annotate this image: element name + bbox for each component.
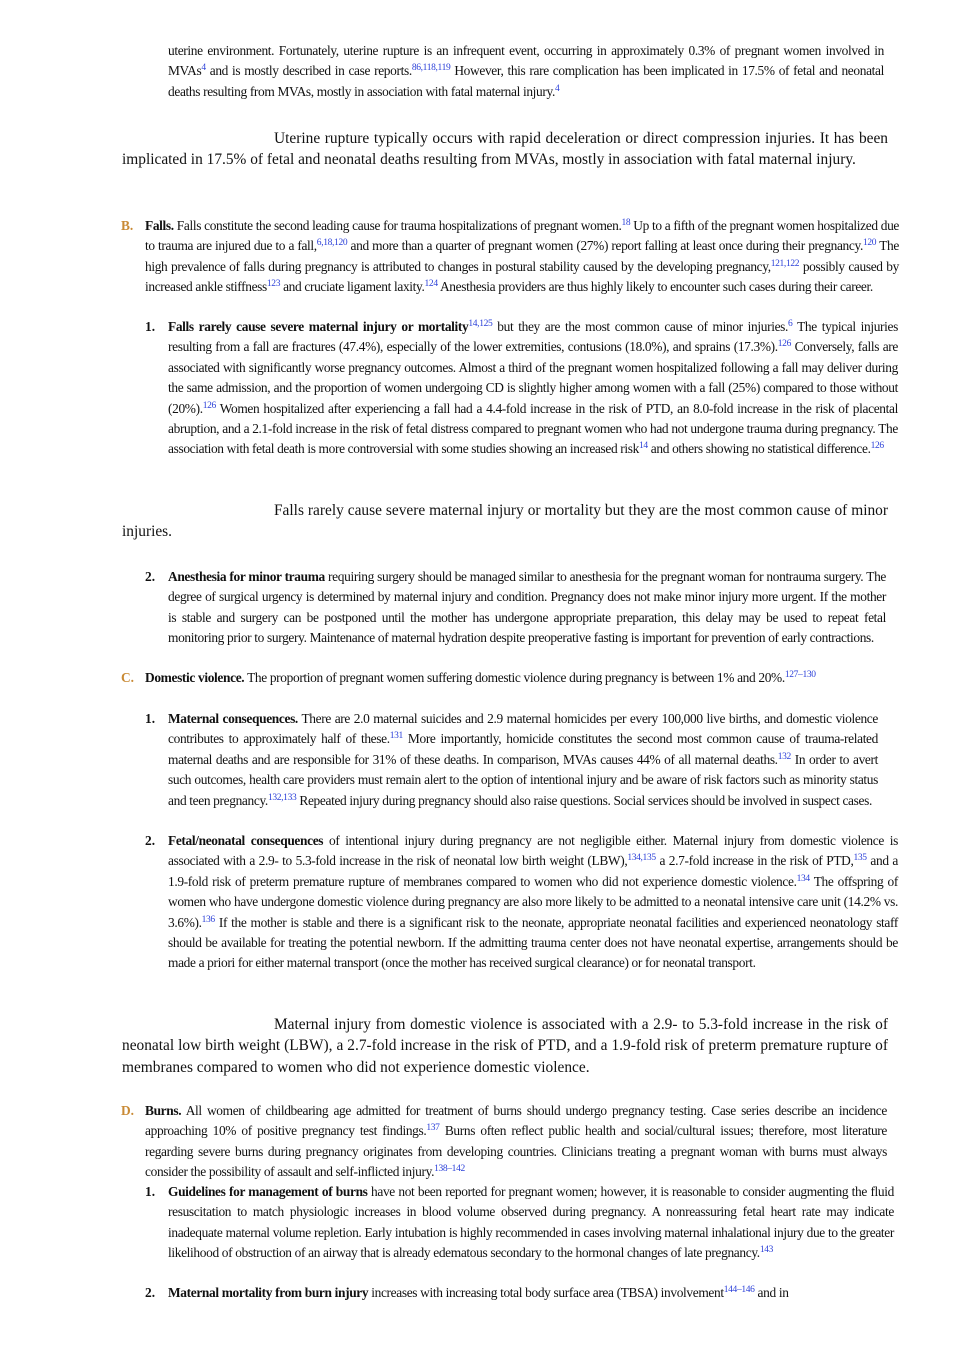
- body-text: In order to avert such outcomes, health care providers must remain alert to the option of intentional injury and be aware of risk factors such as minority status and teen pregnancy.: [168, 751, 878, 808]
- citation[interactable]: 120: [862, 238, 877, 249]
- citation[interactable]: 127–130: [784, 670, 816, 680]
- citation[interactable]: 132,133: [267, 792, 297, 803]
- citation[interactable]: 136: [201, 914, 215, 925]
- body-text: requiring surgery should be managed similar to anesthesia for the pregnant woman for nontrauma surgery. The degree of surgical urgency is determined by maternal injury and condition. Pregnancy does not make minor injury more urgent. If the mother is stable and surgery can be postponed until the mother has undergone appropriate preparation, this delay may be used to repeat fetal monitoring prior to surgery. Maintenance of maternal hydration despite preoperative fasting is important for prevention of early contractions.: [168, 569, 887, 646]
- list-number: 2.: [145, 569, 156, 584]
- body-text: The typical injuries resulting from a fall are fractures (47.4%), especially of the lower extremities, contusions (18.0%), and sprains (17.3%).: [168, 319, 898, 355]
- citation[interactable]: 138–142: [434, 1164, 465, 1175]
- body-text: All women of childbearing age admitted for treatment of burns should undergo pregnancy testing. Case series describe an incidence approaching 10% of positive pregnancy test findings.: [145, 1103, 887, 1139]
- body-text: Repeated injury during pregnancy should also raise questions. Social services should be involved in suspect cases.: [296, 792, 872, 808]
- section-b-paragraph: [145, 216, 899, 298]
- citation[interactable]: 18: [621, 218, 631, 228]
- citation[interactable]: 14: [639, 441, 648, 452]
- citation[interactable]: 144–146: [723, 1285, 755, 1295]
- section-label: B.: [121, 218, 134, 233]
- body-text: Falls constitute the second leading cause for trauma hospitalizations of pregnant women.: [173, 218, 622, 233]
- body-text: and a 1.9-fold risk of preterm premature rupture of membranes compared to women who did not experience domestic violence.: [168, 853, 899, 889]
- citation[interactable]: 123: [266, 279, 281, 290]
- citation[interactable]: 6,18,120: [316, 238, 348, 249]
- body-text: Women hospitalized after experiencing a fall had a 4.4-fold increase in the risk of PTD, an 8.0-fold increase in the risk of placental abruption, and a 2.1-fold increase in the risk of fetal distress compared to pregnant women who had not undergone trauma during pregnancy. The association with fetal death is more controversial with some studies showing an increased risk: [168, 400, 898, 457]
- citation[interactable]: 134,135: [627, 853, 656, 864]
- body-text: The proportion of pregnant women suffering domestic violence during pregnancy is between 1% and 20%.: [244, 670, 785, 685]
- body-text: and cruciate ligament laxity.: [280, 279, 425, 295]
- citation[interactable]: 143: [759, 1245, 774, 1256]
- list-number: 1.: [145, 1184, 156, 1199]
- body-text: Burns often reflect public health and social/cultural issues; therefore, most literature regarding severe burns during pregnancy originates from developing countries. Clinicians treating a pregnant woman with burns must always consider the possibility of assault and self-inflicted injury.: [145, 1123, 887, 1180]
- citation[interactable]: 124: [424, 279, 438, 290]
- list-item: [168, 567, 886, 649]
- list-number: 1.: [145, 319, 156, 334]
- body-text: The high prevalence of falls during pregnancy is attributed to changes in postural stability caused by the developing pregnancy,: [145, 238, 899, 274]
- item-title: Maternal consequences.: [168, 711, 298, 726]
- body-text: and in: [754, 1285, 789, 1300]
- item-title: Maternal mortality from burn injury: [168, 1285, 369, 1300]
- citation[interactable]: 14,125: [468, 319, 493, 329]
- citation[interactable]: 137: [426, 1123, 440, 1134]
- citation[interactable]: 126: [202, 400, 216, 411]
- body-text: possibly caused by increased ankle stiffness: [145, 258, 899, 295]
- list-item: [168, 831, 898, 974]
- pull-quote: Uterine rupture typically occurs with rapid deceleration or direct compression injuries. It has been implicated in 17.5% of fetal and neonatal deaths resulting from MVAs, mostly in association with fatal maternal injury.: [122, 130, 888, 169]
- citation[interactable]: 126: [870, 441, 884, 452]
- pull-quote: Falls rarely cause severe maternal injury or mortality but they are the most common cause of minor injuries.: [122, 502, 888, 541]
- citation[interactable]: 6: [788, 319, 793, 329]
- list-number: 1.: [145, 711, 156, 726]
- intro-text: uterine environment. Fortunately, uterine rupture is an infrequent event, occurring in approximately 0.3% of pregnant women involved in MVAs: [168, 43, 884, 79]
- pull-quote: Maternal injury from domestic violence is associated with a 2.9- to 5.3-fold increase in the risk of neonatal low birth weight (LBW), a 2.7-fold increase in the risk of PTD, and a 1.9-fold risk of preterm premature rupture of membranes compared to women who did not experience domestic violence.: [122, 1016, 888, 1076]
- citation[interactable]: 134: [796, 873, 810, 884]
- body-text: The offspring of women who have undergone domestic violence during pregnancy are also more likely to be admitted to a neonatal intensive care unit (14.2% vs. 3.6%).: [168, 873, 898, 930]
- citation[interactable]: 131: [389, 731, 403, 742]
- item-title: Falls rarely cause severe maternal injury or mortality: [168, 319, 469, 334]
- section-label: D.: [121, 1103, 135, 1118]
- body-text: Up to a fifth of the pregnant women hospitalized due to trauma are injured due to a fall,: [145, 218, 900, 254]
- citation[interactable]: 4: [554, 83, 560, 94]
- body-text: and more than a quarter of pregnant women (27%) report falling at least once during their pregnancy.: [347, 238, 863, 254]
- item-title: Guidelines for management of burns: [168, 1184, 368, 1199]
- body-text: but they are the most common cause of minor injuries.: [492, 319, 789, 334]
- list-item: [168, 1283, 898, 1303]
- body-text: a 2.7-fold increase in the risk of PTD,: [655, 853, 854, 869]
- citation[interactable]: 132: [777, 751, 791, 762]
- body-text: have not been reported for pregnant women; however, it is reasonable to consider augmenting the fluid resuscitation to match physiologic increases in blood volume observed during pregnancy. A nonreassuring fetal heart rate may indicate inadequate maternal volume repletion. Early intubation is highly recommended in cases involving maternal inhalational injury due to the greater likelihood of obstruction of an airway that is already edematous secondary to the hormonal changes of late pregnancy.: [168, 1184, 894, 1261]
- section-label: C.: [121, 670, 135, 685]
- body-text: If the mother is stable and there is a significant risk to the neonate, appropriate neonatal facilities and experienced neonatology staff should be available for treating the potential newborn. If the admitting trauma center does not have neonatal expertise, arrangements should be made a priori for either maternal transport (once the mother has received surgical clearance) or for neonatal transport.: [168, 914, 898, 971]
- list-item: [168, 1182, 894, 1264]
- section-d-paragraph: [145, 1101, 887, 1183]
- section-title: Domestic violence.: [145, 670, 245, 685]
- citation[interactable]: 4: [201, 63, 206, 74]
- body-text: There are 2.0 maternal suicides and 2.9 maternal homicides per every 100,000 live births, and domestic violence contributes to approximately half of these.: [168, 711, 878, 747]
- body-text: increases with increasing total body surface area (TBSA) involvement: [368, 1285, 724, 1300]
- intro-paragraph: [168, 41, 884, 102]
- list-item: [168, 317, 898, 460]
- intro-text: However, this rare complication has been implicated in 17.5% of fetal and neonatal deaths resulting from MVAs, mostly in association with fatal maternal injury.: [168, 63, 885, 99]
- body-text: More importantly, homicide constitutes the second most common cause of trauma-related maternal deaths and are responsible for 31% of these deaths. In comparison, MVAs causes 44% of all maternal deaths.: [168, 731, 879, 767]
- section-title: Burns.: [145, 1103, 182, 1118]
- item-title: Anesthesia for minor trauma: [168, 569, 325, 584]
- citation[interactable]: 121,122: [770, 258, 800, 269]
- citation[interactable]: 126: [777, 339, 791, 350]
- section-title: Falls.: [145, 218, 174, 233]
- body-text: Anesthesia providers are thus highly likely to encounter such cases during their career.: [437, 279, 873, 295]
- citation[interactable]: 135: [853, 853, 867, 864]
- intro-text: and is mostly described in case reports.: [205, 63, 412, 79]
- item-title: Fetal/neonatal consequences: [168, 833, 324, 848]
- list-item: [168, 709, 878, 811]
- citation[interactable]: 86,118,119: [411, 63, 451, 74]
- list-number: 2.: [145, 833, 156, 848]
- section-c-paragraph: [145, 668, 855, 688]
- body-text: Conversely, falls are associated with significantly worse pregnancy outcomes. Almost a third of the pregnant women hospitalized following a fall may deliver during the same admission, and the proportion of women undergoing CD is slightly higher among women with a fall (25%) compared to those without (20%).: [168, 339, 898, 416]
- body-text: and others showing no statistical difference.: [647, 441, 871, 457]
- body-text: of intentional injury during pregnancy are not negligible either. Maternal injury from domestic violence is associated with a 2.9- to 5.3-fold increase in the risk of neonatal low birth weight (LBW),: [168, 833, 899, 869]
- list-number: 2.: [145, 1285, 156, 1300]
